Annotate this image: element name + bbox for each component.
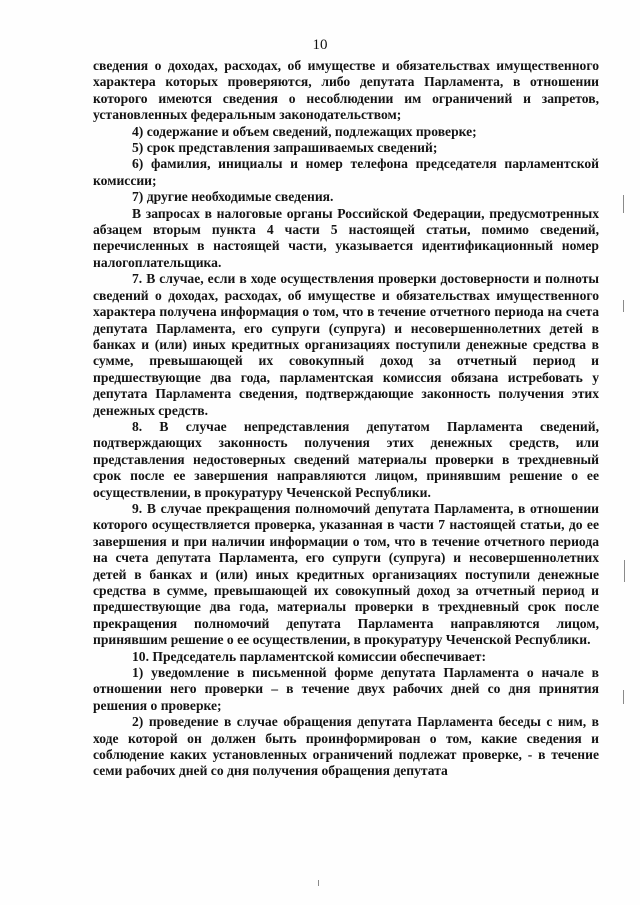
- scan-artifact: [623, 690, 624, 704]
- clause-10-item-1: 1) уведомление в письменной форме депутата Парламента о начале в отношении него проверки – в течение двух рабочих дней со дня принятия решения о проверке;: [93, 665, 599, 713]
- list-item-4: 4) содержание и объем сведений, подлежащих проверке;: [132, 123, 477, 139]
- clause-8: 8. В случае непредставления депутатом Парламента сведений, подтверждающих законность получения этих денежных средств, или представления недостоверных сведений материалы проверки в трехдневный срок после ее завершения направляются лицом, принявшим решение о ее осуществлении, в прокуратуру Чеченской Республики.: [93, 418, 599, 500]
- paragraph-continuation: сведения о доходах, расходах, об имуществе и обязательствах имущественного характера которых проверяются, либо депутата Парламента, в отношении которого имеются сведения о несоблюдении им ограничений и запретов, установленных федеральным законодательством;: [93, 58, 599, 123]
- list-item-7: 7) другие необходимые сведения.: [132, 189, 334, 205]
- scan-artifact: [623, 195, 624, 213]
- list-item-6: 6) фамилия, инициалы и номер телефона председателя парламентской комиссии;: [93, 156, 599, 188]
- clause-7: 7. В случае, если в ходе осуществления проверки достоверности и полноты сведений о доходах, расходах, об имуществе и обязательствах имущественного характера получена информация о том, что в течение отчетного периода на счета депутата Парламента, его супруги (супруга) и несовершеннолетних детей в банках и (или) иных кредитных организациях поступили денежные средства в сумме, превышающей их совокупный доход за отчетный период и предшествующие два года, парламентская комиссия обязана истребовать у депутата Парламента сведения, подтверждающие законность получения этих денежных средств.: [93, 271, 599, 418]
- scan-artifact: [318, 880, 319, 886]
- clause-10-item-2: 2) проведение в случае обращения депутата Парламента беседы с ним, в ходе которой он должен быть проинформирован о том, какие сведения и соблюдение каких установленных ограничений подлежат проверке, - в течение семи рабочих дней со дня получения обращения депутата: [93, 714, 599, 779]
- clause-9: 9. В случае прекращения полномочий депутата Парламента, в отношении которого осуществляется проверка, указанная в части 7 настоящей статьи, до ее завершения и при наличии информации о том, что в течение отчетного периода на счета депутата Парламента, его супруги (супруга) и несовершеннолетних детей в банках и (или) иных кредитных организациях поступили денежные средства в сумме, превышающей их совокупный доход за отчетный период и предшествующие два года, материалы проверки в трехдневный срок после прекращения полномочий депутата Парламента направляются лицом, принявшим решение о ее осуществлении, в прокуратуру Чеченской Республики.: [93, 500, 599, 648]
- clause-10: 10. Председатель парламентской комиссии обеспечивает:: [132, 648, 486, 664]
- document-body: [93, 58, 599, 780]
- scan-artifact: [623, 300, 624, 312]
- list-item-5: 5) срок представления запрашиваемых сведений;: [132, 140, 438, 156]
- paragraph-tax-requests: В запросах в налоговые органы Российской Федерации, предусмотренных абзацем вторым пункта 4 части 5 настоящей статьи, помимо сведений, перечисленных в настоящей части, указывается идентификационный номер налогоплательщика.: [93, 205, 599, 270]
- page-number: 10: [312, 37, 328, 53]
- scan-artifact: [624, 560, 625, 582]
